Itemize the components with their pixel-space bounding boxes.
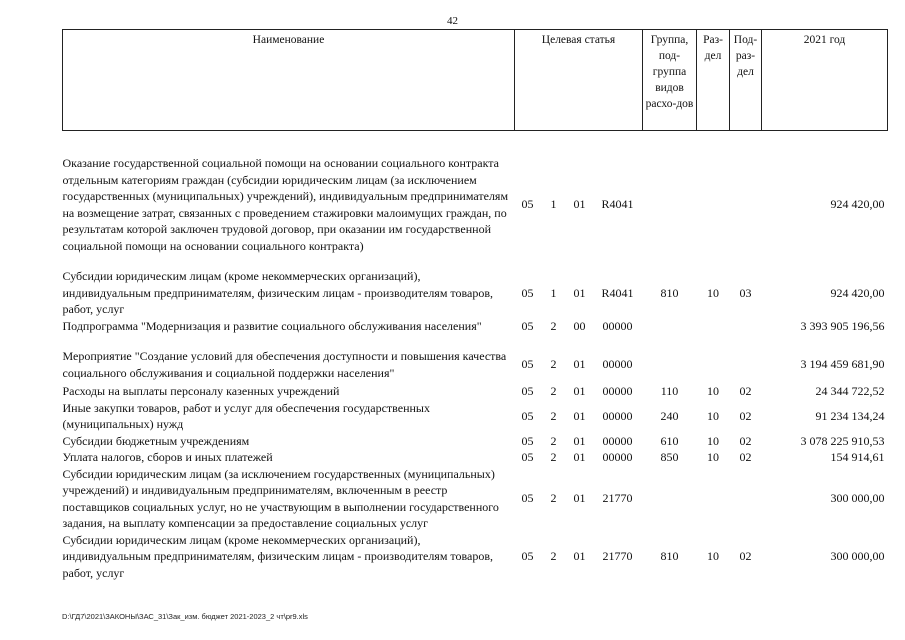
amount-2021: 300 000,00	[830, 549, 885, 563]
target-part-3: 01	[573, 491, 586, 506]
row-spacer	[63, 131, 888, 156]
expense-group: 810	[660, 549, 679, 563]
subsection	[730, 466, 762, 532]
subsection: 02	[739, 450, 752, 464]
target-part-2: 1	[550, 197, 557, 212]
target-part-3: 01	[573, 408, 586, 423]
table-row	[63, 318, 888, 335]
table-header-row	[63, 30, 888, 131]
target-part-4: 00000	[602, 384, 633, 398]
section	[697, 466, 730, 532]
row-name: Оказание государственной социальной помощи на основании социального контракта отдельным категориям граждан (субсидии юридическим лицам (за исключением государственных (муниципальных) учреждений), индивидуальным предпринимателям на возмещение затрат, связанных с проведением стажировки малоимущих граждан, по результатам которой заключен трудовой договор, при оказании им государственной социальной помощи на основании социального контракта)	[62, 156, 509, 253]
budget-table-sheet	[62, 29, 887, 581]
target-part-1: 05	[521, 491, 534, 506]
section	[697, 155, 730, 254]
subsection: 02	[739, 433, 752, 448]
target-part-3: 01	[573, 357, 586, 372]
budget-table	[62, 29, 888, 581]
target-part-2: 2	[550, 408, 557, 423]
subsection	[730, 318, 762, 335]
row-spacer	[63, 254, 888, 268]
table-row	[63, 532, 888, 582]
expense-group	[643, 466, 697, 532]
subsection: 03	[739, 285, 752, 300]
subsection	[730, 348, 762, 381]
table-row	[63, 348, 888, 381]
expense-group: 810	[660, 285, 679, 300]
row-name: Субсидии бюджетным учреждениям	[62, 433, 250, 448]
expense-group: 850	[660, 450, 679, 464]
row-spacer-cell	[63, 334, 888, 348]
row-name: Иные закупки товаров, работ и услуг для обеспечения государственных (муниципальных) нужд	[62, 400, 430, 431]
table-row	[63, 400, 888, 433]
row-spacer	[63, 334, 888, 348]
target-part-1: 05	[521, 357, 534, 372]
target-part-2: 2	[550, 318, 557, 333]
expense-group	[643, 155, 697, 254]
footer-file-path: D:\ГД7\2021\ЗАКОНЫ\ЗАС_31\Зак_изм. бюджет 2021-2023_2 чт\pr9.xls	[62, 612, 308, 621]
target-part-1: 05	[521, 549, 534, 563]
row-name: Субсидии юридическим лицам (кроме некоммерческих организаций), индивидуальным предпринимателям, физическим лицам - производителям товаров, работ, услуг	[62, 269, 494, 316]
table-row	[63, 155, 888, 254]
target-part-2: 2	[550, 549, 557, 563]
header-expense-group: Группа, под-группа видов расхо-дов	[643, 30, 697, 131]
target-part-1: 05	[521, 384, 534, 398]
amount-2021: 3 078 225 910,53	[800, 433, 885, 448]
section: 10	[707, 450, 719, 464]
target-part-3: 01	[573, 433, 586, 448]
expense-group: 110	[660, 384, 679, 398]
amount-2021: 3 393 905 196,56	[800, 318, 885, 333]
section: 10	[707, 384, 719, 398]
section	[697, 348, 730, 381]
page-number: 42	[447, 15, 458, 27]
target-part-3: 01	[573, 549, 586, 563]
target-part-1: 05	[521, 433, 534, 448]
subsection: 02	[739, 549, 752, 563]
amount-2021: 3 194 459 681,90	[800, 357, 885, 372]
table-row	[63, 268, 888, 318]
target-part-1: 05	[521, 318, 534, 333]
expense-group: 240	[660, 408, 679, 423]
section: 10	[707, 285, 719, 300]
header-name: Наименование	[63, 30, 515, 131]
target-part-4: 00000	[602, 450, 633, 464]
table-row	[63, 433, 888, 450]
target-part-1: 05	[521, 285, 534, 300]
target-part-3: 01	[573, 285, 586, 300]
header-year-2021: 2021 год	[762, 30, 888, 131]
expense-group: 610	[660, 433, 679, 448]
target-part-3: 01	[573, 450, 586, 464]
row-name: Мероприятие "Создание условий для обеспечения доступности и повышения качества социального обслуживания и социальной поддержки населения"	[62, 349, 507, 380]
section: 10	[707, 408, 719, 423]
row-name: Подпрограмма "Модернизация и развитие социального обслуживания населения"	[62, 318, 482, 333]
target-part-4: 00000	[602, 408, 633, 423]
row-name: Уплата налогов, сборов и иных платежей	[62, 450, 273, 464]
target-part-2: 2	[550, 450, 557, 464]
row-name: Субсидии юридическим лицам (за исключением государственных (муниципальных) учреждений) и индивидуальным предпринимателям, включенным в реестр поставщиков социальных услуг, но не участвующим в выполнении государственного задания, на выплату компенсации за предоставление социальных услуг	[62, 466, 499, 530]
target-part-4: 00000	[602, 433, 633, 448]
amount-2021: 924 420,00	[830, 285, 885, 300]
subsection: 02	[739, 384, 752, 398]
target-part-1: 05	[521, 408, 534, 423]
row-spacer-cell	[63, 131, 888, 156]
target-part-2: 2	[550, 357, 557, 372]
subsection	[730, 155, 762, 254]
row-spacer-cell	[63, 254, 888, 268]
target-part-3: 01	[573, 197, 586, 212]
table-row	[63, 466, 888, 532]
target-part-4: 21770	[602, 491, 633, 506]
target-part-2: 2	[550, 491, 557, 506]
header-section: Раз-дел	[697, 30, 730, 131]
table-body	[63, 131, 888, 582]
row-name: Расходы на выплаты персоналу казенных учреждений	[62, 384, 340, 398]
expense-group	[643, 318, 697, 335]
table-row	[63, 449, 888, 466]
section: 10	[707, 549, 719, 563]
target-part-2: 2	[550, 384, 557, 398]
expense-group	[643, 348, 697, 381]
section: 10	[707, 433, 719, 448]
target-part-1: 05	[521, 197, 534, 212]
amount-2021: 91 234 134,24	[815, 408, 885, 423]
row-name: Субсидии юридическим лицам (кроме некоммерческих организаций), индивидуальным предпринимателям, физическим лицам - производителям товаров, работ, услуг	[62, 532, 494, 580]
amount-2021: 24 344 722,52	[815, 384, 885, 398]
target-part-3: 00	[573, 318, 586, 333]
header-target-article: Целевая статья	[515, 30, 643, 131]
target-part-4: 00000	[602, 357, 633, 372]
table-row	[63, 383, 888, 400]
subsection: 02	[739, 408, 752, 423]
target-part-4: 00000	[602, 318, 633, 333]
target-part-2: 1	[550, 285, 557, 300]
amount-2021: 924 420,00	[830, 197, 885, 212]
target-part-1: 05	[521, 450, 534, 464]
target-part-4: R4041	[601, 285, 634, 300]
amount-2021: 300 000,00	[830, 491, 885, 506]
header-subsection: Под-раз-дел	[730, 30, 762, 131]
section	[697, 318, 730, 335]
target-part-3: 01	[573, 384, 586, 398]
target-part-4: R4041	[601, 197, 634, 212]
amount-2021: 154 914,61	[830, 450, 885, 464]
target-part-2: 2	[550, 433, 557, 448]
target-part-4: 21770	[602, 549, 633, 563]
